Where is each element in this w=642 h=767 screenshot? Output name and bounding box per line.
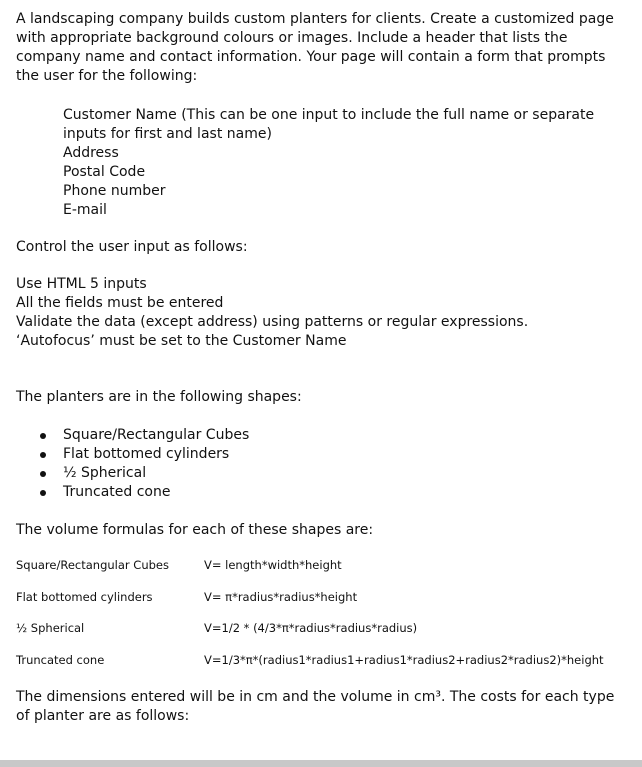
page-bottom-scrollbar[interactable]: [0, 760, 642, 767]
rule-item: Validate the data (except address) using patterns or regular expressions.: [16, 314, 529, 330]
control-heading: Control the user input as follows:: [16, 239, 248, 255]
formulas-heading: The volume formulas for each of these shapes are:: [16, 522, 374, 538]
field-postal-code: Postal Code: [63, 164, 146, 180]
shape-label: ½ Spherical: [63, 465, 147, 481]
field-customer-name: Customer Name (This can be one input to include the full name or separate inputs for first and last name): [63, 107, 595, 142]
rule-item: All the fields must be entered: [16, 295, 224, 311]
rule-item: ‘Autofocus’ must be set to the Customer Name: [16, 333, 347, 349]
bullet-icon: [40, 471, 46, 477]
formula-expression: V=1/3*π*(radius1*radius1+radius1*radius2+radius2*radius2)*height: [204, 652, 604, 667]
field-email: E-mail: [63, 202, 107, 218]
formula-expression: V=1/2 * (4/3*π*radius*radius*radius): [204, 621, 418, 635]
formulas-table: [16, 558, 604, 684]
bullet-icon: [40, 490, 46, 496]
shapes-list: [16, 426, 249, 502]
form-fields-list: [63, 106, 623, 220]
field-address: Address: [63, 145, 119, 161]
field-phone-number: Phone number: [63, 183, 166, 199]
table-row: [16, 590, 604, 622]
shape-item: [16, 464, 249, 483]
bullet-icon: [40, 452, 46, 458]
rule-item: Use HTML 5 inputs: [16, 276, 147, 292]
rules-list: [16, 275, 528, 351]
table-row: [16, 558, 604, 590]
shapes-heading: The planters are in the following shapes:: [16, 389, 302, 405]
formula-expression: V= length*width*height: [204, 558, 342, 572]
shape-label: Truncated cone: [63, 484, 171, 500]
shape-label: Square/Rectangular Cubes: [63, 427, 250, 443]
bullet-icon: [40, 433, 46, 439]
shape-label: Flat bottomed cylinders: [63, 446, 230, 462]
formula-shape: Flat bottomed cylinders: [16, 589, 153, 604]
intro-paragraph: A landscaping company builds custom planters for clients. Create a customized page with appropriate background colours or images. Include a header that lists the company name and contact information. Your page will contain a form that prompts the user for the following:: [16, 11, 614, 84]
formula-expression: V= π*radius*radius*height: [204, 589, 358, 604]
formula-shape: ½ Spherical: [16, 621, 85, 635]
formula-shape: Square/Rectangular Cubes: [16, 558, 169, 572]
table-row: [16, 621, 604, 653]
outro-paragraph: The dimensions entered will be in cm and the volume in cm³. The costs for each type of planter are as follows:: [16, 689, 615, 724]
formula-shape: Truncated cone: [16, 652, 105, 667]
shape-item: [16, 445, 249, 464]
shape-item: [16, 483, 249, 502]
shape-item: [16, 426, 249, 445]
table-row: [16, 653, 604, 685]
